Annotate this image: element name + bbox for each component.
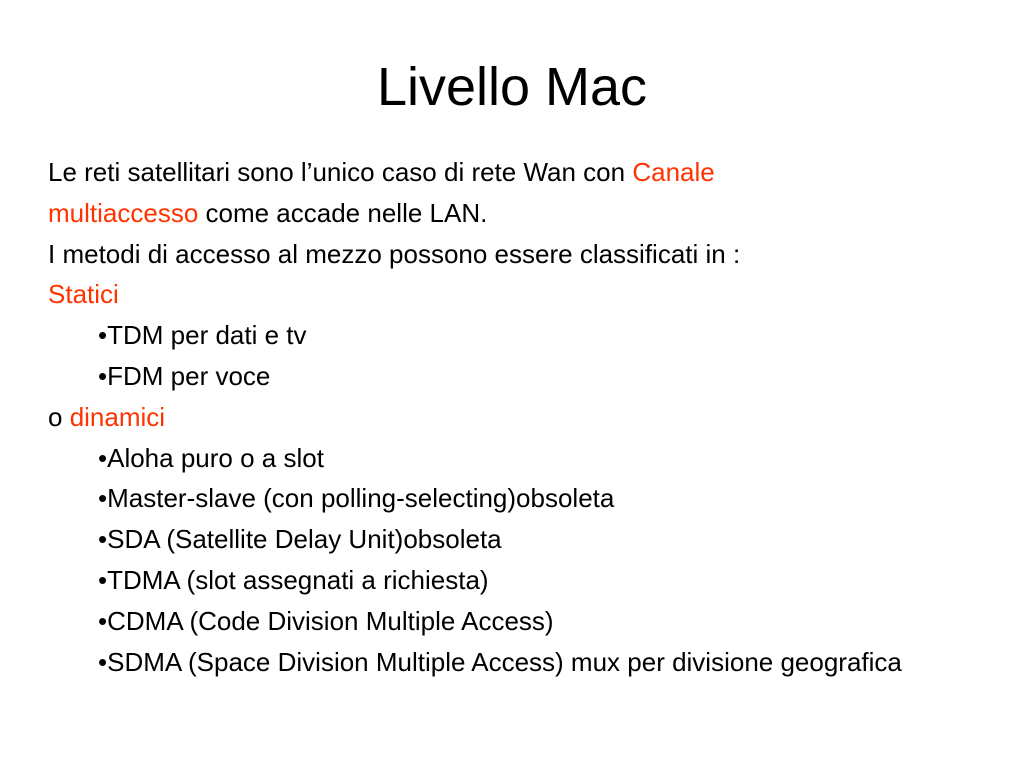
dynamic-item: •SDA (Satellite Delay Unit)obsoleta [98,524,502,555]
highlight-multiaccesso: multiaccesso [48,197,199,228]
slide-body [48,152,998,682]
intro-line-2 [48,193,998,234]
intro-text-end: come accade nelle LAN. [198,197,488,228]
intro-text: Le reti satellitari sono l’unico caso di rete Wan con [48,157,633,187]
dynamic-heading [48,397,998,438]
dynamic-item: •TDMA (slot assegnati a richiesta) [98,564,489,595]
dynamic-item: •CDMA (Code Division Multiple Access) [98,605,554,636]
intro-line-1 [48,152,998,193]
or-word: o [48,401,70,432]
static-label: Statici [48,279,119,310]
dynamic-item: •SDMA (Space Division Multiple Access) mux per divisione geografica [98,646,902,677]
highlight-canale: Canale [632,157,715,187]
slide-title: Livello Mac [376,57,648,117]
static-item: •TDM per dati e tv [98,320,307,351]
dynamic-item: •Aloha puro o a slot [98,442,324,473]
classification-line: I metodi di accesso al mezzo possono essere classificati in : [48,238,741,269]
dynamic-item: •Master-slave (con polling-selecting)obsoleta [98,483,615,514]
dynamic-label: dinamici [69,401,166,432]
static-item: •FDM per voce [98,360,271,391]
